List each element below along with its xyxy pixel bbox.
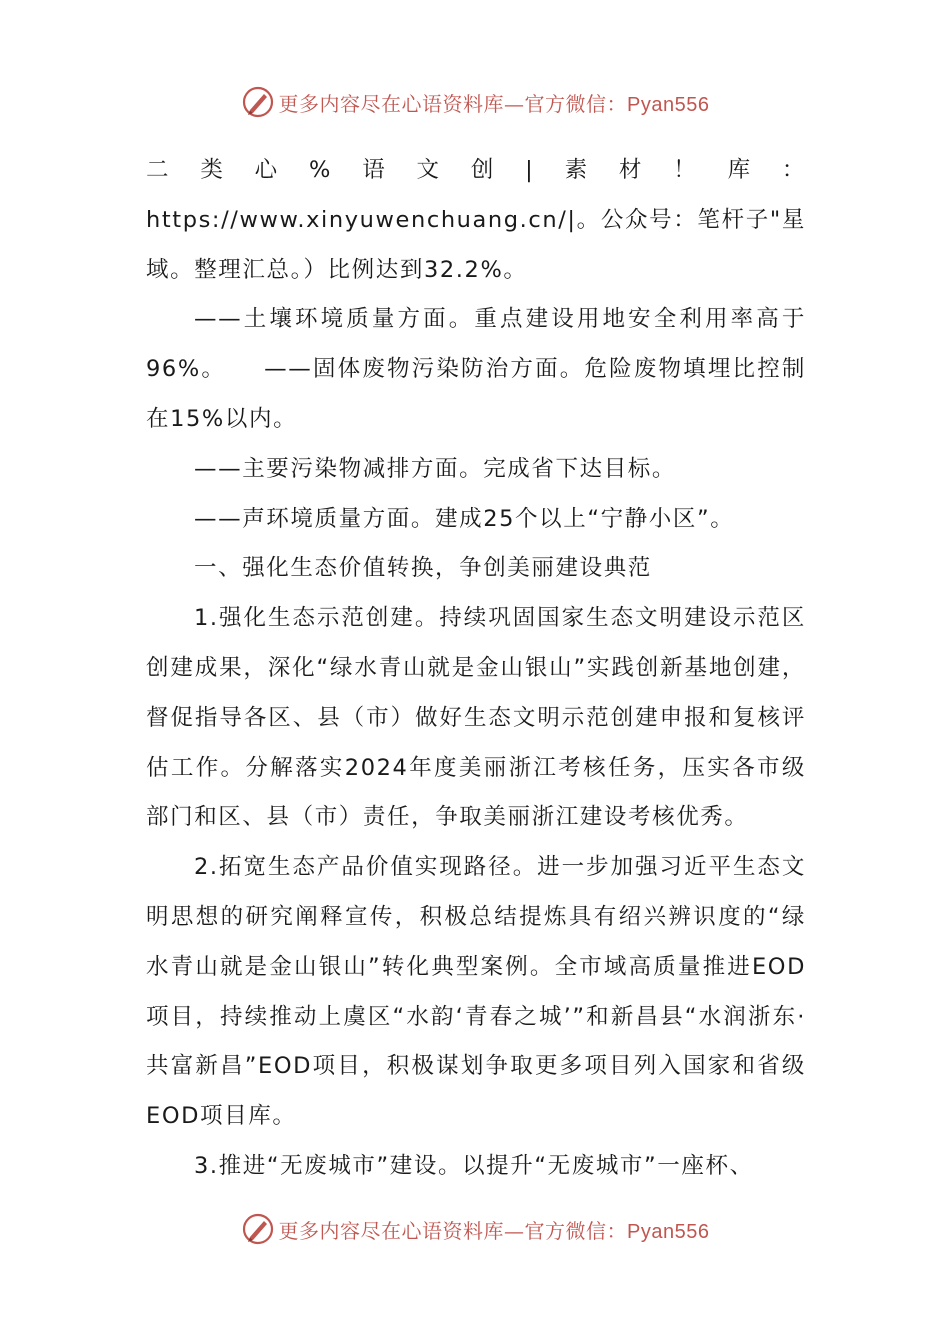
paragraph: 1.强化生态示范创建。持续巩固国家生态文明建设示范区创建成果，深化“绿水青山就是金山银山”实践创新基地创建，督促指导各区、县（市）做好生态文明示范创建申报和复核评估工作。分解落实2024年度美丽浙江考核任务，压实各市级部门和区、县（市）责任，争取美丽浙江建设考核优秀。: [146, 605, 806, 831]
paragraph: ——主要污染物减排方面。完成省下达目标。: [194, 455, 677, 482]
section-heading: 一、强化生态价值转换，争创美丽建设典范: [194, 555, 652, 582]
paragraph: ——声环境质量方面。建成25个以上“宁静小区”。: [194, 505, 735, 532]
pen-logo-icon: [241, 85, 275, 119]
header-banner: [0, 82, 950, 122]
paragraph: 二类心%语文创|素材！库：https://www.xinyuwenchuang.cn/|。公众号：笔杆子"星域。整理汇总。）比例达到32.2%。: [146, 157, 806, 283]
paragraph: ——土壤环境质量方面。重点建设用地安全利用率高于96%。 ——固体废物污染防治方面。危险废物填埋比控制在15%以内。: [146, 306, 806, 432]
banner-text: 更多内容尽在心语资料库—官方微信：Pyan556: [278, 91, 710, 116]
paragraph: 2.拓宽生态产品价值实现路径。进一步加强习近平生态文明思想的研究阐释宣传，积极总结提炼具有绍兴辨识度的“绿水青山就是金山银山”转化典型案例。全市域高质量推进EOD项目，持续推动上虞区“水韵‘青春之城’”和新昌县“水润浙东·共富新昌”EOD项目，积极谋划争取更多项目列入国家和省级EOD项目库。: [146, 854, 806, 1130]
banner-text: 更多内容尽在心语资料库—官方微信：Pyan556: [278, 1218, 710, 1243]
footer-banner: [0, 1209, 950, 1249]
document-body: [146, 146, 806, 1192]
paragraph: 3.推进“无废城市”建设。以提升“无废城市”一座杯、: [194, 1152, 754, 1179]
pen-logo-icon: [241, 1212, 275, 1246]
